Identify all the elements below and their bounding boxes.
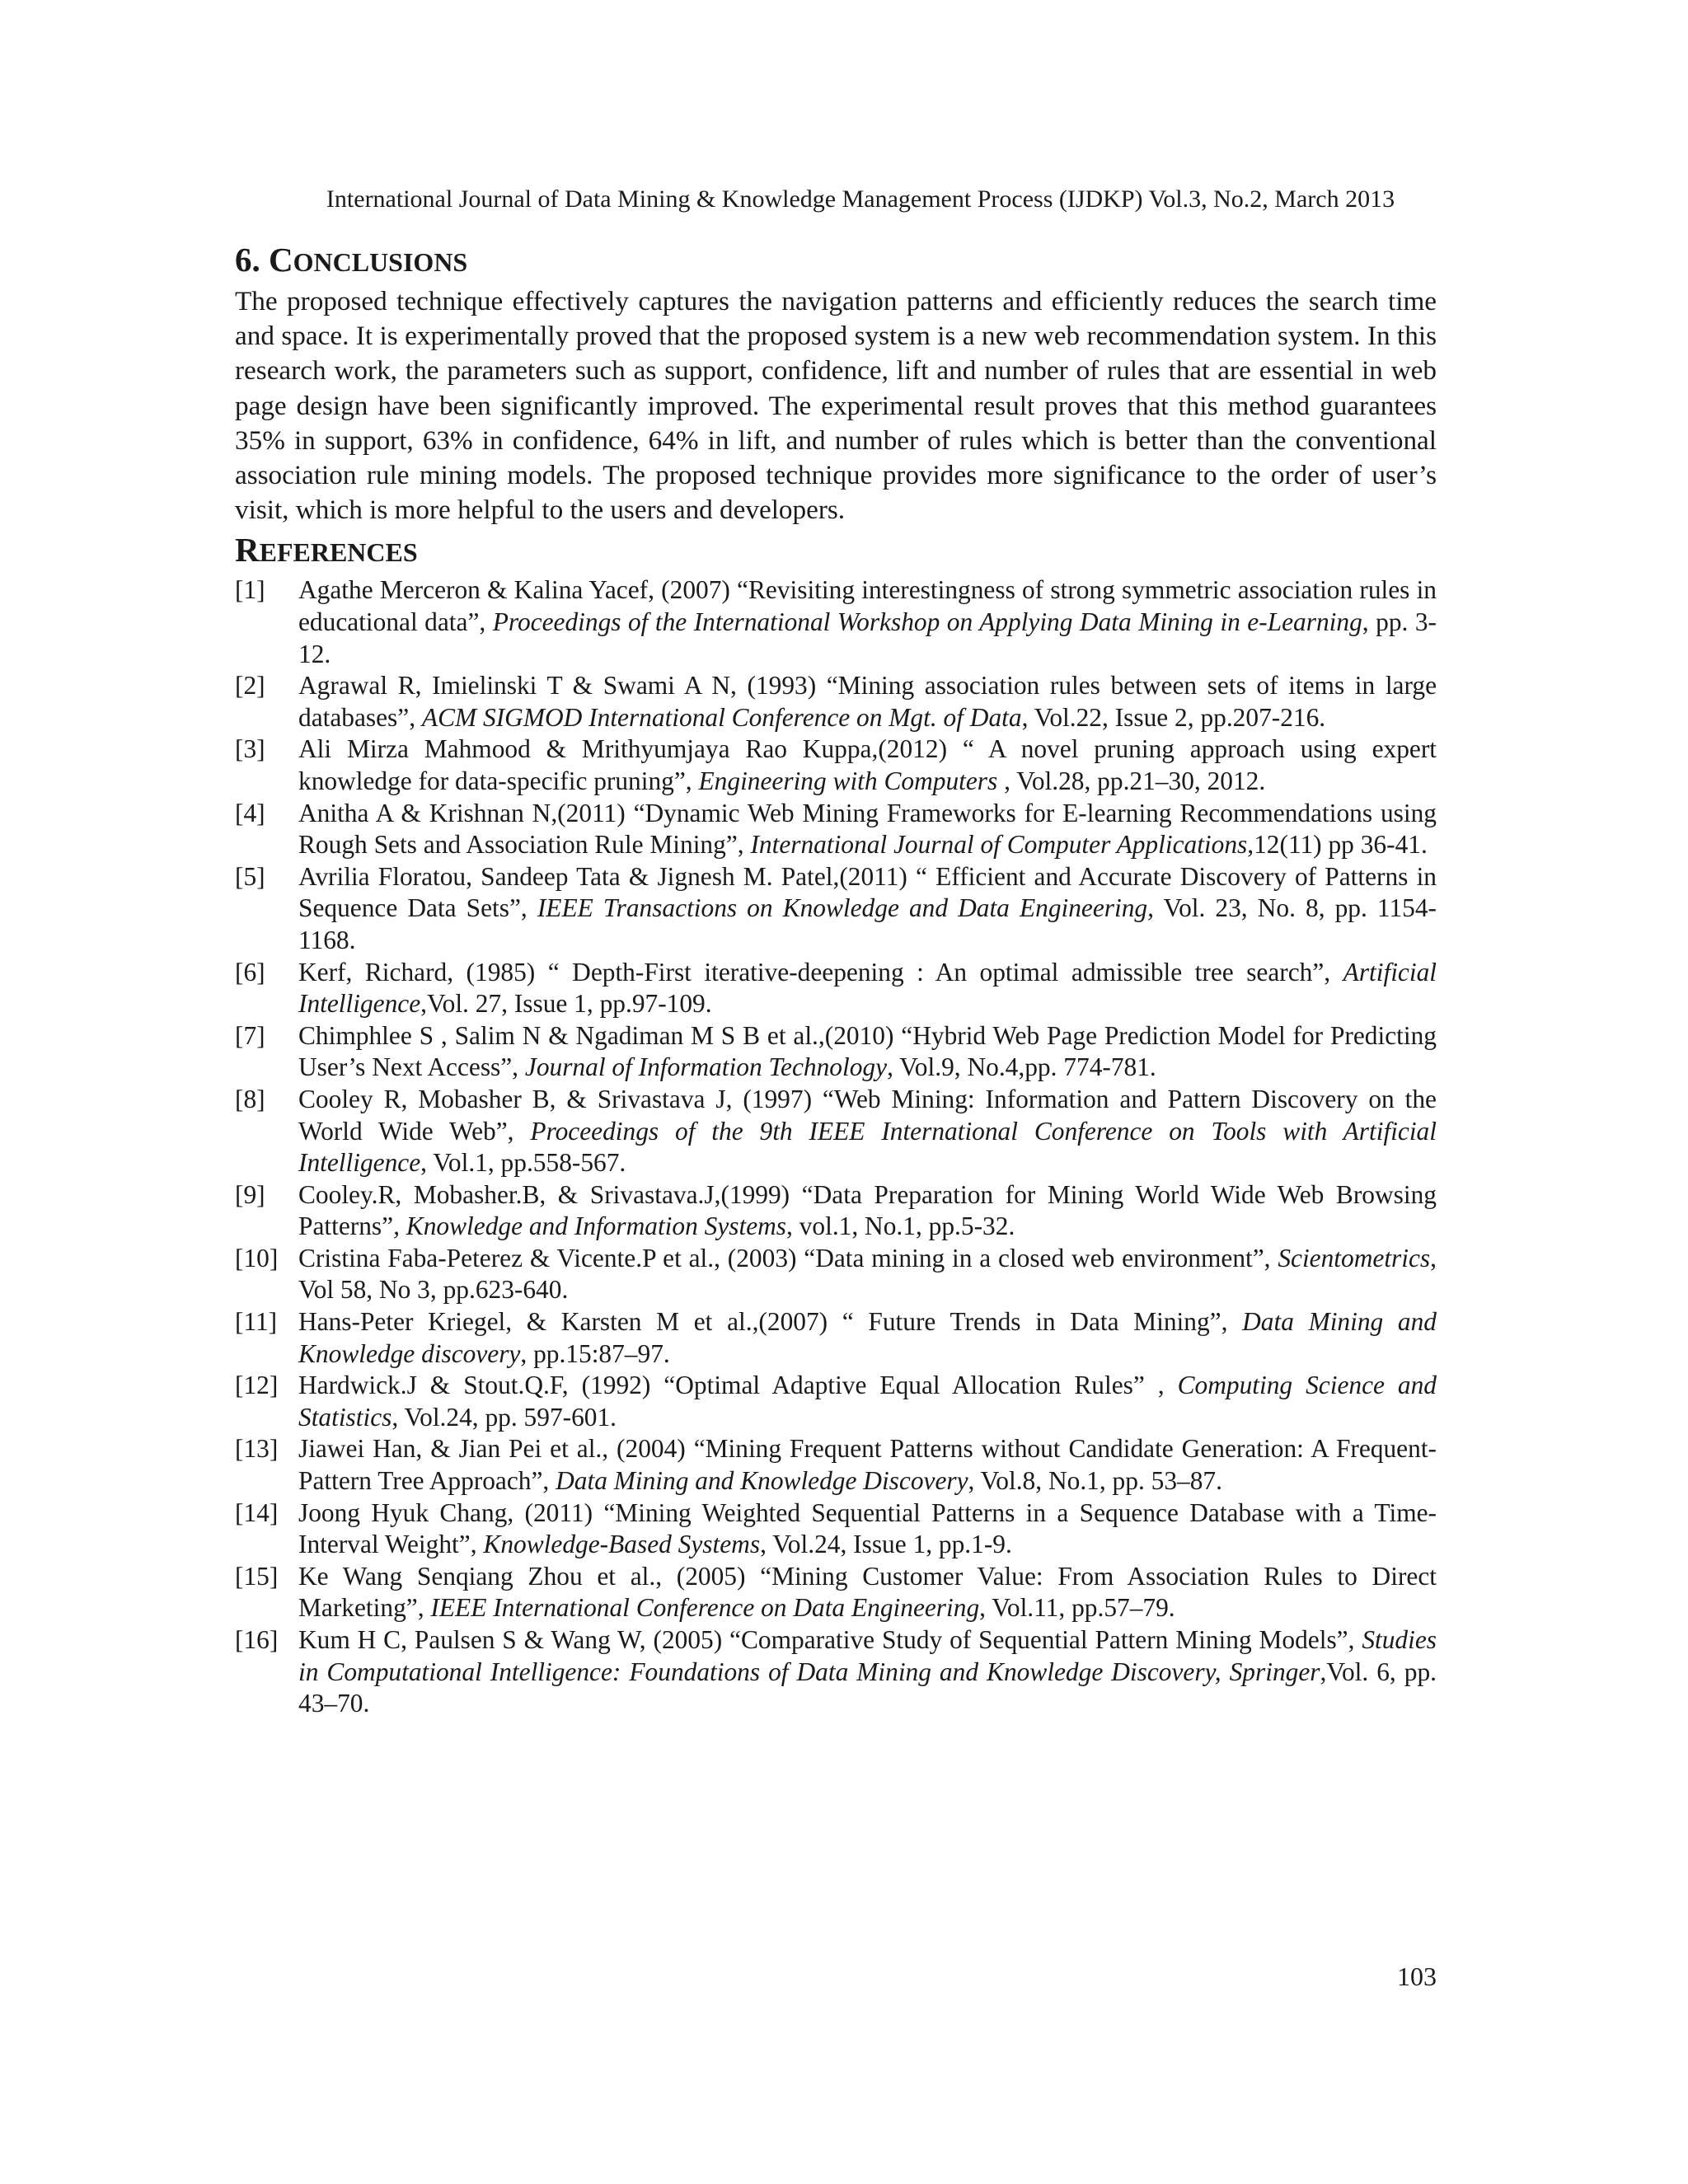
reference-venue: Data Mining and Knowledge discovery bbox=[298, 1307, 1437, 1368]
reference-number: [14] bbox=[235, 1497, 279, 1527]
reference-details: , Vol.11, pp.57–79. bbox=[979, 1593, 1175, 1623]
page-number: 103 bbox=[1397, 1961, 1437, 1991]
reference-number: [5] bbox=[235, 861, 265, 891]
reference-details: Vol. 23, No. 8, pp. 1154-1168. bbox=[298, 893, 1437, 954]
reference-text: Avrilia Floratou, Sandeep Tata & Jignesh M. Patel,(2011) “ Efficient and Accurate Discovery of Patterns in Sequence Data Sets”, bbox=[298, 861, 1437, 923]
references-heading bbox=[235, 527, 1437, 574]
reference-item bbox=[235, 574, 1437, 670]
reference-details: , Vol.24, Issue 1, pp.1-9. bbox=[760, 1530, 1012, 1559]
reference-item bbox=[235, 1497, 1437, 1561]
reference-venue: International Journal of Computer Applications bbox=[750, 830, 1248, 860]
reference-details: , Vol.22, Issue 2, pp.207-216. bbox=[1021, 702, 1326, 732]
reference-venue: Scientometrics bbox=[1278, 1243, 1431, 1272]
references-heading-rest: EFERENCES bbox=[259, 537, 418, 568]
reference-text: Hardwick.J & Stout.Q.F, (1992) “Optimal Adaptive Equal Allocation Rules” , bbox=[298, 1371, 1178, 1400]
reference-venue: Knowledge-Based Systems bbox=[483, 1530, 761, 1559]
reference-text: Hans-Peter Kriegel, & Karsten M et al.,(2007) “ Future Trends in Data Mining”, bbox=[298, 1307, 1243, 1337]
reference-item bbox=[235, 1243, 1437, 1306]
reference-text: Agrawal R, Imielinski T & Swami A N, (1993) “Mining association rules between sets of items in large databases”, bbox=[298, 671, 1437, 732]
reference-item bbox=[235, 670, 1437, 733]
reference-item bbox=[235, 1179, 1437, 1243]
reference-item bbox=[235, 1306, 1437, 1370]
references-heading-cap: R bbox=[235, 531, 260, 569]
reference-details: , vol.1, No.1, pp.5-32. bbox=[786, 1212, 1015, 1241]
running-header: International Journal of Data Mining & Knowledge Management Process (IJDKP) Vol.3, No.2, March 2013 bbox=[326, 185, 1395, 213]
reference-venue: IEEE Transactions on Knowledge and Data Engineering, bbox=[537, 893, 1154, 923]
reference-item bbox=[235, 1020, 1437, 1084]
reference-details: , Vol.24, pp. 597-601. bbox=[392, 1402, 617, 1432]
reference-item bbox=[235, 1370, 1437, 1433]
reference-venue: Artificial Intelligence bbox=[298, 957, 1437, 1019]
reference-text: Joong Hyuk Chang, (2011) “Mining Weighted Sequential Patterns in a Sequence Database with a Time-Interval Weight”, bbox=[298, 1497, 1437, 1559]
reference-details: ,Vol. 6, pp. 43–70. bbox=[298, 1657, 1437, 1718]
conclusions-heading-rest: ONCLUSIONS bbox=[293, 247, 468, 277]
reference-number: [15] bbox=[235, 1561, 279, 1591]
reference-text: Jiawei Han, & Jian Pei et al., (2004) “Mining Frequent Patterns without Candidate Generation: A Frequent-Pattern Tree Approach”, bbox=[298, 1434, 1437, 1496]
reference-number: [4] bbox=[235, 798, 265, 827]
reference-text: Ke Wang Senqiang Zhou et al., (2005) “Mining Customer Value: From Association Rules to Direct Marketing”, bbox=[298, 1561, 1437, 1623]
reference-venue: IEEE International Conference on Data Engineering bbox=[430, 1593, 980, 1623]
reference-item bbox=[235, 1084, 1437, 1179]
reference-text: Kerf, Richard, (1985) “ Depth-First iterative-deepening : An optimal admissible tree search”, bbox=[298, 957, 1343, 987]
conclusions-heading bbox=[235, 237, 1437, 284]
reference-venue: Journal of Information Technology bbox=[524, 1052, 888, 1082]
reference-item bbox=[235, 798, 1437, 861]
reference-text: Ali Mirza Mahmood & Mrithyumjaya Rao Kuppa,(2012) “ A novel pruning approach using expert knowledge for data-specific pruning”, bbox=[298, 734, 1437, 795]
reference-text: Cooley.R, Mobasher.B, & Srivastava.J,(1999) “Data Preparation for Mining World Wide Web Browsing Patterns” bbox=[298, 1179, 1437, 1241]
reference-text: Cooley R, Mobasher B, & Srivastava J, (1997) “Web Mining: Information and Pattern Discovery on the World Wide Web”, bbox=[298, 1084, 1437, 1146]
reference-number: [10] bbox=[235, 1243, 279, 1272]
reference-venue: Data Mining and Knowledge Discovery bbox=[556, 1466, 968, 1496]
reference-details: , Vol 58, No 3, pp.623-640. bbox=[298, 1243, 1437, 1305]
reference-venue: Studies in Computational Intelligence: Foundations of Data Mining and Knowledge Discovery, Springer bbox=[298, 1625, 1437, 1686]
conclusions-heading-number: 6. bbox=[235, 241, 269, 279]
conclusions-heading-cap: C bbox=[269, 241, 293, 279]
reference-venue: Proceedings of the International Workshop on Applying Data Mining in e-Learning bbox=[492, 607, 1362, 637]
reference-item bbox=[235, 1433, 1437, 1497]
reference-text: Cristina Faba-Peterez & Vicente.P et al., (2003) “Data mining in a closed web environment”, bbox=[298, 1243, 1278, 1272]
reference-details: , Vol.9, No.4,pp. 774-781. bbox=[887, 1052, 1156, 1082]
reference-venue: Computing Science and Statistics bbox=[298, 1371, 1437, 1432]
reference-number: [1] bbox=[235, 575, 265, 605]
reference-number: [16] bbox=[235, 1625, 279, 1655]
reference-item bbox=[235, 1561, 1437, 1624]
reference-number: [6] bbox=[235, 957, 265, 987]
reference-number: [13] bbox=[235, 1434, 279, 1464]
reference-details: ,Vol. 27, Issue 1, pp.97-109. bbox=[420, 989, 712, 1019]
reference-number: [7] bbox=[235, 1020, 265, 1050]
reference-text: Agathe Merceron & Kalina Yacef, (2007) “Revisiting interestingness of strong symmetric association rules in educational data”, bbox=[298, 575, 1437, 637]
reference-text: Kum H C, Paulsen S & Wang W, (2005) “Comparative Study of Sequential Pattern Mining Models”, bbox=[298, 1625, 1362, 1655]
reference-venue: , Knowledge and Information Systems bbox=[393, 1212, 787, 1241]
reference-number: [12] bbox=[235, 1371, 279, 1400]
reference-text: Chimphlee S , Salim N & Ngadiman M S B et al.,(2010) “Hybrid Web Page Prediction Model for Predicting User’s Next Access”, bbox=[298, 1020, 1437, 1082]
reference-item bbox=[235, 1624, 1437, 1720]
reference-venue: Proceedings of the 9th IEEE International Conference on Tools with Artificial Intelligence bbox=[298, 1116, 1437, 1178]
reference-details: ,12(11) pp 36-41. bbox=[1247, 830, 1428, 860]
reference-number: [9] bbox=[235, 1179, 265, 1209]
reference-number: [3] bbox=[235, 734, 265, 764]
reference-list bbox=[235, 574, 1437, 1719]
reference-details: , pp. 3-12. bbox=[298, 607, 1437, 668]
reference-item bbox=[235, 733, 1437, 797]
reference-details: , pp.15:87–97. bbox=[520, 1338, 670, 1368]
reference-number: [11] bbox=[235, 1307, 278, 1337]
reference-number: [8] bbox=[235, 1084, 265, 1113]
reference-venue: Engineering with Computers bbox=[698, 766, 998, 795]
page-body bbox=[235, 237, 1437, 1720]
conclusions-paragraph: The proposed technique effectively captures the navigation patterns and efficiently reduces the search time and space. It is experimentally proved that the proposed system is a new web recommendation system. In this research work, the parameters such as support, confidence, lift and number of rules that are essential in web page design have been significantly improved. The experimental result proves that this method guarantees 35% in support, 63% in confidence, 64% in lift, and number of rules which is better than the conventional association rule mining models. The proposed technique provides more significance to the order of user’s visit, which is more helpful to the users and developers. bbox=[235, 286, 1437, 526]
reference-text: Anitha A & Krishnan N,(2011) “Dynamic Web Mining Frameworks for E-learning Recommendations using Rough Sets and Association Rule Mining”, bbox=[298, 798, 1437, 860]
reference-details: , Vol.1, pp.558-567. bbox=[420, 1148, 626, 1178]
reference-item bbox=[235, 957, 1437, 1020]
reference-number: [2] bbox=[235, 671, 265, 701]
reference-details: , Vol.28, pp.21–30, 2012. bbox=[997, 766, 1266, 795]
reference-item bbox=[235, 861, 1437, 957]
reference-venue: ACM SIGMOD International Conference on Mgt. of Data bbox=[421, 702, 1022, 732]
reference-details: , Vol.8, No.1, pp. 53–87. bbox=[968, 1466, 1222, 1496]
